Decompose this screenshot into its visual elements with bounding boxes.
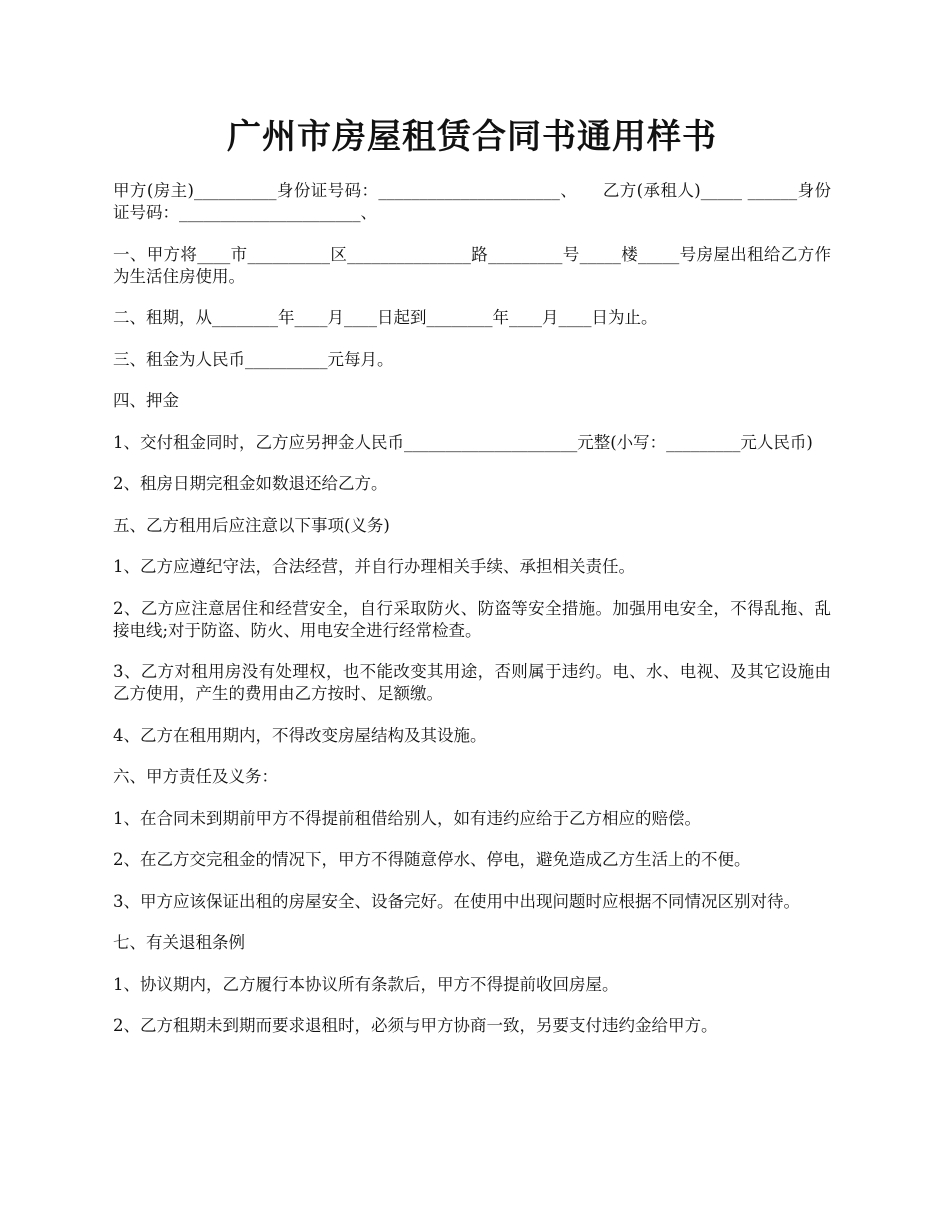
document-body: [113, 180, 831, 1057]
clause-5-heading: 五、乙方租用后应注意以下事项(义务): [113, 515, 390, 535]
clause-5-item-3: 3、乙方对租用房没有处理权，也不能改变其用途，否则属于违约。电、水、电视、及其它设施由乙方使用，产生的费用由乙方按时、足额缴。: [113, 662, 831, 703]
clause-4-heading: 四、押金: [113, 391, 179, 410]
clause-6-item-1: 1、在合同未到期前甲方不得提前租借给别人，如有违约应给于乙方相应的赔偿。: [113, 808, 701, 828]
clause-1-property: 一、甲方将____市__________区_______________路_________号_____楼_____号房屋出租给乙方作为生活住房使用。: [113, 244, 831, 286]
clause-7-item-2: 2、乙方租期未到期而要求退租时，必须与甲方协商一致，另要支付违约金给甲方。: [113, 1016, 718, 1035]
clause-4-item-2: 2、租房日期完租金如数退还给乙方。: [113, 474, 388, 493]
clause-7-heading: 七、有关退租条例: [113, 933, 245, 952]
clause-5-item-1: 1、乙方应遵纪守法，合法经营，并自行办理相关手续、承担相关责任。: [113, 557, 635, 576]
clause-4-item-1: 1、交付租金同时，乙方应另押金人民币_____________________元整(小写：_________元人民币): [113, 432, 813, 452]
document-title: 广州市房屋租赁合同书通用样书: [227, 117, 717, 157]
clause-6-item-3: 3、甲方应该保证出租的房屋安全、设备完好。在使用中出现问题时应根据不同情况区别对待。: [113, 891, 800, 911]
clause-6-heading: 六、甲方责任及义务：: [113, 767, 278, 786]
party-info-paragraph: 甲方(房主)__________身份证号码：______________________、 乙方(承租人)_____ ______身份证号码：______________________、: [113, 181, 831, 222]
clause-5-item-2: 2、乙方应注意居住和经营安全，自行采取防火、防盗等安全措施。加强用电安全，不得乱拖、乱接电线;对于防盗、防火、用电安全进行经常检查。: [113, 598, 831, 640]
clause-6-item-2: 2、在乙方交完租金的情况下，甲方不得随意停水、停电，避免造成乙方生活上的不便。: [113, 850, 751, 869]
clause-3-rent: 三、租金为人民币__________元每月。: [113, 349, 394, 369]
clause-2-term: 二、租期，从________年____月____日起到________年____月____日为止。: [113, 308, 658, 327]
clause-7-item-1: 1、协议期内，乙方履行本协议所有条款后，甲方不得提前收回房屋。: [113, 974, 619, 994]
clause-5-item-4: 4、乙方在租用期内，不得改变房屋结构及其设施。: [113, 725, 487, 745]
